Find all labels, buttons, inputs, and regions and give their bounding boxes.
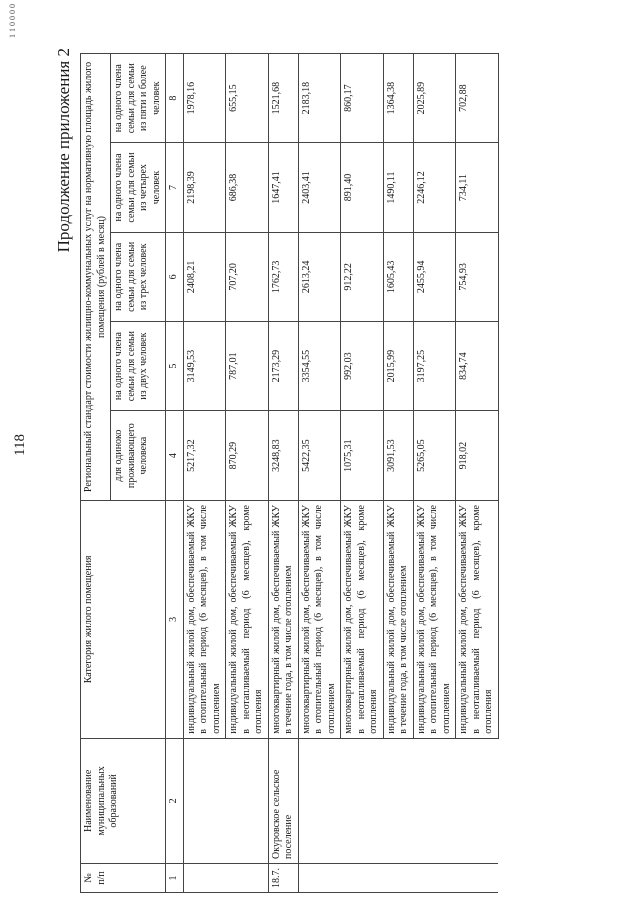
- value-cell: 1978,16: [183, 54, 226, 143]
- index-cell: 1: [166, 864, 184, 893]
- no-cell: [383, 864, 413, 893]
- value-cell: 834,74: [456, 321, 499, 410]
- index-cell: 8: [166, 54, 184, 143]
- municipality-cell: [298, 738, 341, 863]
- category-cell: индивидуальный жилой дом, обеспечиваемый ЖКУ в отопительный период (6 месяцев), в том числе отоплением: [183, 501, 226, 739]
- value-cell: 655,15: [226, 54, 269, 143]
- value-cell: 3197,25: [413, 321, 456, 410]
- municipality-cell: [183, 738, 226, 863]
- category-cell: индивидуальный жилой дом, обеспечиваемый ЖКУ в неотапливаемый период (6 месяцев), кроме отопления: [226, 501, 269, 739]
- value-cell: 686,38: [226, 143, 269, 232]
- value-cell: 2408,21: [183, 232, 226, 321]
- index-cell: 6: [166, 232, 184, 321]
- appendix-title: Продолжение приложения 2: [54, 48, 73, 253]
- standards-table: [80, 53, 499, 893]
- header-municipality: Наименование муниципальных образований: [81, 738, 166, 863]
- value-cell: 870,29: [226, 411, 269, 501]
- value-cell: 912,22: [341, 232, 384, 321]
- value-cell: 2198,39: [183, 143, 226, 232]
- value-cell: 3354,55: [298, 321, 341, 410]
- header-col-single: для одиноко проживающего человека: [111, 411, 166, 501]
- category-cell: многоквартирный жилой дом, обеспечиваемый ЖКУ в неотапливаемый период (6 месяцев), кроме отопления: [341, 501, 384, 739]
- header-col-two: на одного члена семьи для семьи из двух человек: [111, 321, 166, 410]
- edge-mark: 1 1 0 0 0 0: [8, 4, 17, 38]
- value-cell: 1364,38: [383, 54, 413, 143]
- no-cell: [183, 864, 226, 893]
- index-cell: 5: [166, 321, 184, 410]
- value-cell: 2183,18: [298, 54, 341, 143]
- header-category: Категория жилого помещения: [81, 501, 166, 739]
- index-cell: 2: [166, 738, 184, 863]
- value-cell: 1762,73: [268, 232, 298, 321]
- value-cell: 3248,83: [268, 411, 298, 501]
- table-row: [298, 54, 341, 893]
- no-cell: [298, 864, 341, 893]
- value-cell: 1490,11: [383, 143, 413, 232]
- value-cell: 1647,41: [268, 143, 298, 232]
- category-cell: индивидуальный жилой дом, обеспечиваемый ЖКУ в неотапливаемый период (6 месяцев), кроме отопления: [456, 501, 499, 739]
- municipality-cell: [456, 738, 499, 863]
- table-row: [456, 54, 499, 893]
- municipality-cell: Окуровское сельское поселение: [268, 738, 298, 863]
- value-cell: 918,02: [456, 411, 499, 501]
- page-number: 118: [12, 434, 28, 456]
- category-cell: многоквартирный жилой дом, обеспечиваемый ЖКУ в течение года, в том числе отоплением: [268, 501, 298, 739]
- index-cell: 4: [166, 411, 184, 501]
- municipality-cell: [413, 738, 456, 863]
- header-row-1: [81, 54, 111, 893]
- index-cell: 7: [166, 143, 184, 232]
- value-cell: 707,20: [226, 232, 269, 321]
- value-cell: 5422,35: [298, 411, 341, 501]
- header-col-three: на одного члена семьи для семьи из трех человек: [111, 232, 166, 321]
- no-cell: 18.7.: [268, 864, 298, 893]
- index-row: [166, 54, 184, 893]
- value-cell: 2173,29: [268, 321, 298, 410]
- no-cell: [456, 864, 499, 893]
- category-cell: индивидуальный жилой дом, обеспечиваемый ЖКУ в отопительный период (6 месяцев), в том числе отоплением: [413, 501, 456, 739]
- value-cell: 3149,53: [183, 321, 226, 410]
- table-row: [413, 54, 456, 893]
- header-no: № п/п: [81, 864, 166, 893]
- value-cell: 1521,68: [268, 54, 298, 143]
- table-row: [226, 54, 269, 893]
- header-standard: Региональный стандарт стоимости жилищно-коммунальных услуг на нормативную площадь жилого помещения (рублей в месяц): [81, 54, 111, 501]
- value-cell: 860,17: [341, 54, 384, 143]
- index-cell: 3: [166, 501, 184, 739]
- no-cell: [341, 864, 384, 893]
- municipality-cell: [226, 738, 269, 863]
- municipality-cell: [383, 738, 413, 863]
- table-row: [341, 54, 384, 893]
- value-cell: 2613,24: [298, 232, 341, 321]
- category-cell: индивидуальный жилой дом, обеспечиваемый ЖКУ в течение года, в том числе отоплением: [383, 501, 413, 739]
- value-cell: 2025,89: [413, 54, 456, 143]
- value-cell: 787,01: [226, 321, 269, 410]
- no-cell: [226, 864, 269, 893]
- header-col-four: на одного члена семьи для семьи из четырех человек: [111, 143, 166, 232]
- value-cell: 5217,32: [183, 411, 226, 501]
- value-cell: 5265,05: [413, 411, 456, 501]
- header-col-five: на одного члена семьи для семьи из пяти и более человек: [111, 54, 166, 143]
- value-cell: 734,11: [456, 143, 499, 232]
- category-cell: многоквартирный жилой дом, обеспечиваемый ЖКУ в отопительный период (6 месяцев), в том числе отоплением: [298, 501, 341, 739]
- value-cell: 1605,43: [383, 232, 413, 321]
- no-cell: [413, 864, 456, 893]
- value-cell: 2403,41: [298, 143, 341, 232]
- value-cell: 702,88: [456, 54, 499, 143]
- table-row: [183, 54, 226, 893]
- value-cell: 3091,53: [383, 411, 413, 501]
- value-cell: 754,93: [456, 232, 499, 321]
- table-row: [383, 54, 413, 893]
- value-cell: 891,40: [341, 143, 384, 232]
- value-cell: 2455,94: [413, 232, 456, 321]
- value-cell: 992,03: [341, 321, 384, 410]
- value-cell: 2246,12: [413, 143, 456, 232]
- table-row: [268, 54, 298, 893]
- municipality-cell: [341, 738, 384, 863]
- value-cell: 1075,31: [341, 411, 384, 501]
- value-cell: 2015,99: [383, 321, 413, 410]
